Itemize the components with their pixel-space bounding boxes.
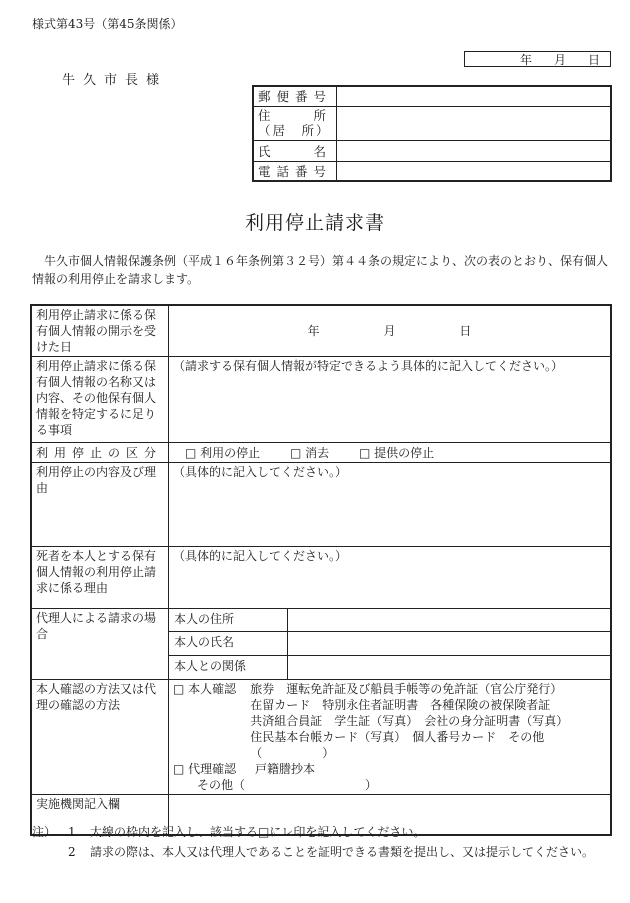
info-name-field[interactable]: （請求する保有個人情報が特定できるよう具体的に記入してください。） [169, 357, 612, 443]
request-table [30, 304, 612, 836]
note-1-number: 1 [68, 825, 76, 839]
self-doc-line-2: 在留カード 特別永住者証明書 各種保険の被保険者証 [250, 698, 551, 712]
document-title: 利用停止請求書 [244, 212, 385, 234]
note-2-text: 請求の際は、本人又は代理人であることを証明できる書類を提出し、又は提示してください。 [90, 845, 595, 859]
name-label: 氏 名 [253, 140, 337, 161]
agent-label: 代理人による請求の場合 [31, 609, 169, 680]
date-month: 月 [553, 52, 566, 67]
note-1-text: 太線の枠内を記入し、該当する□にレ印を記入してください。 [90, 825, 426, 839]
phone-field[interactable] [337, 161, 611, 181]
identity-method-options [169, 680, 612, 795]
disclosure-month: 月 [383, 324, 396, 338]
address-field[interactable] [337, 106, 611, 140]
agent-doc-line: 戸籍謄抄本 [255, 762, 316, 776]
agent-other-line: その他（ ） [197, 778, 378, 792]
self-doc-line-3: 共済組合員証 学生証（写真） 会社の身分証明書（写真） [250, 714, 569, 728]
relationship-label: 本人との関係 [169, 656, 288, 680]
checkbox-stop-provision[interactable]: □ 提供の停止 [358, 445, 435, 460]
info-name-label: 利用停止請求に係る保有個人情報の名称又は内容、その他保有個人情報を特定するに足りる事項 [31, 357, 169, 443]
deceased-reason-field[interactable]: （具体的に記入してください。） [169, 547, 612, 609]
disclosure-date-field[interactable] [169, 305, 612, 357]
checkbox-erase[interactable]: □ 消去 [289, 445, 330, 460]
addressee: 牛久市長様 [62, 73, 168, 88]
disclosure-year: 年 [307, 324, 320, 338]
address-label-line2: （居 所） [258, 123, 331, 138]
intro-text: 牛久市個人情報保護条例（平成１６年条例第３２号）第４４条の規定により、次の表のとおり、保有個人情報の利用停止を請求します。 [32, 254, 609, 286]
relationship-field[interactable] [288, 656, 612, 680]
date-year: 年 [519, 52, 532, 67]
disclosure-date-label: 利用停止請求に係る保有個人情報の開示を受けた日 [31, 305, 169, 357]
submission-date-box[interactable] [464, 51, 611, 67]
notes [32, 822, 594, 862]
address-label-line1: 住 所 [258, 108, 333, 123]
self-doc-line-4: 住民基本台帳カード（写真） 個人番号カード その他（ ） [250, 730, 545, 760]
note-2-number: 2 [68, 845, 76, 859]
postal-code-label: 郵便番号 [253, 86, 337, 106]
principal-address-label: 本人の住所 [169, 609, 288, 632]
identity-method-label: 本人確認の方法又は代理の確認の方法 [31, 680, 169, 795]
address-label [253, 106, 337, 140]
self-doc-line-1: 旅券 運転免許証及び船員手帳等の免許証（官公庁発行） [250, 682, 563, 696]
name-field[interactable] [337, 140, 611, 161]
disclosure-day: 日 [459, 324, 472, 338]
reason-label: 利用停止の内容及び理由 [31, 463, 169, 547]
deceased-reason-label: 死者を本人とする保有個人情報の利用停止請求に係る理由 [31, 547, 169, 609]
principal-name-field[interactable] [288, 632, 612, 656]
principal-name-label: 本人の氏名 [169, 632, 288, 656]
category-label: 利用停止の区分 [31, 443, 169, 463]
principal-address-field[interactable] [288, 609, 612, 632]
office-use-label: 実施機関記入欄 [31, 795, 169, 835]
phone-label: 電話番号 [253, 161, 337, 181]
category-options [169, 443, 612, 463]
form-number: 様式第43号（第45条関係） [32, 17, 183, 31]
postal-code-field[interactable] [337, 86, 611, 106]
checkbox-stop-use[interactable]: □ 利用の停止 [185, 445, 261, 460]
reason-field[interactable]: （具体的に記入してください。） [169, 463, 612, 547]
checkbox-agent-verification[interactable]: □ 代理確認 [173, 762, 237, 776]
checkbox-self-verification[interactable]: □ 本人確認 [173, 682, 237, 696]
notes-prefix: 注） [32, 825, 57, 839]
applicant-table [252, 85, 612, 182]
date-day: 日 [587, 52, 600, 67]
